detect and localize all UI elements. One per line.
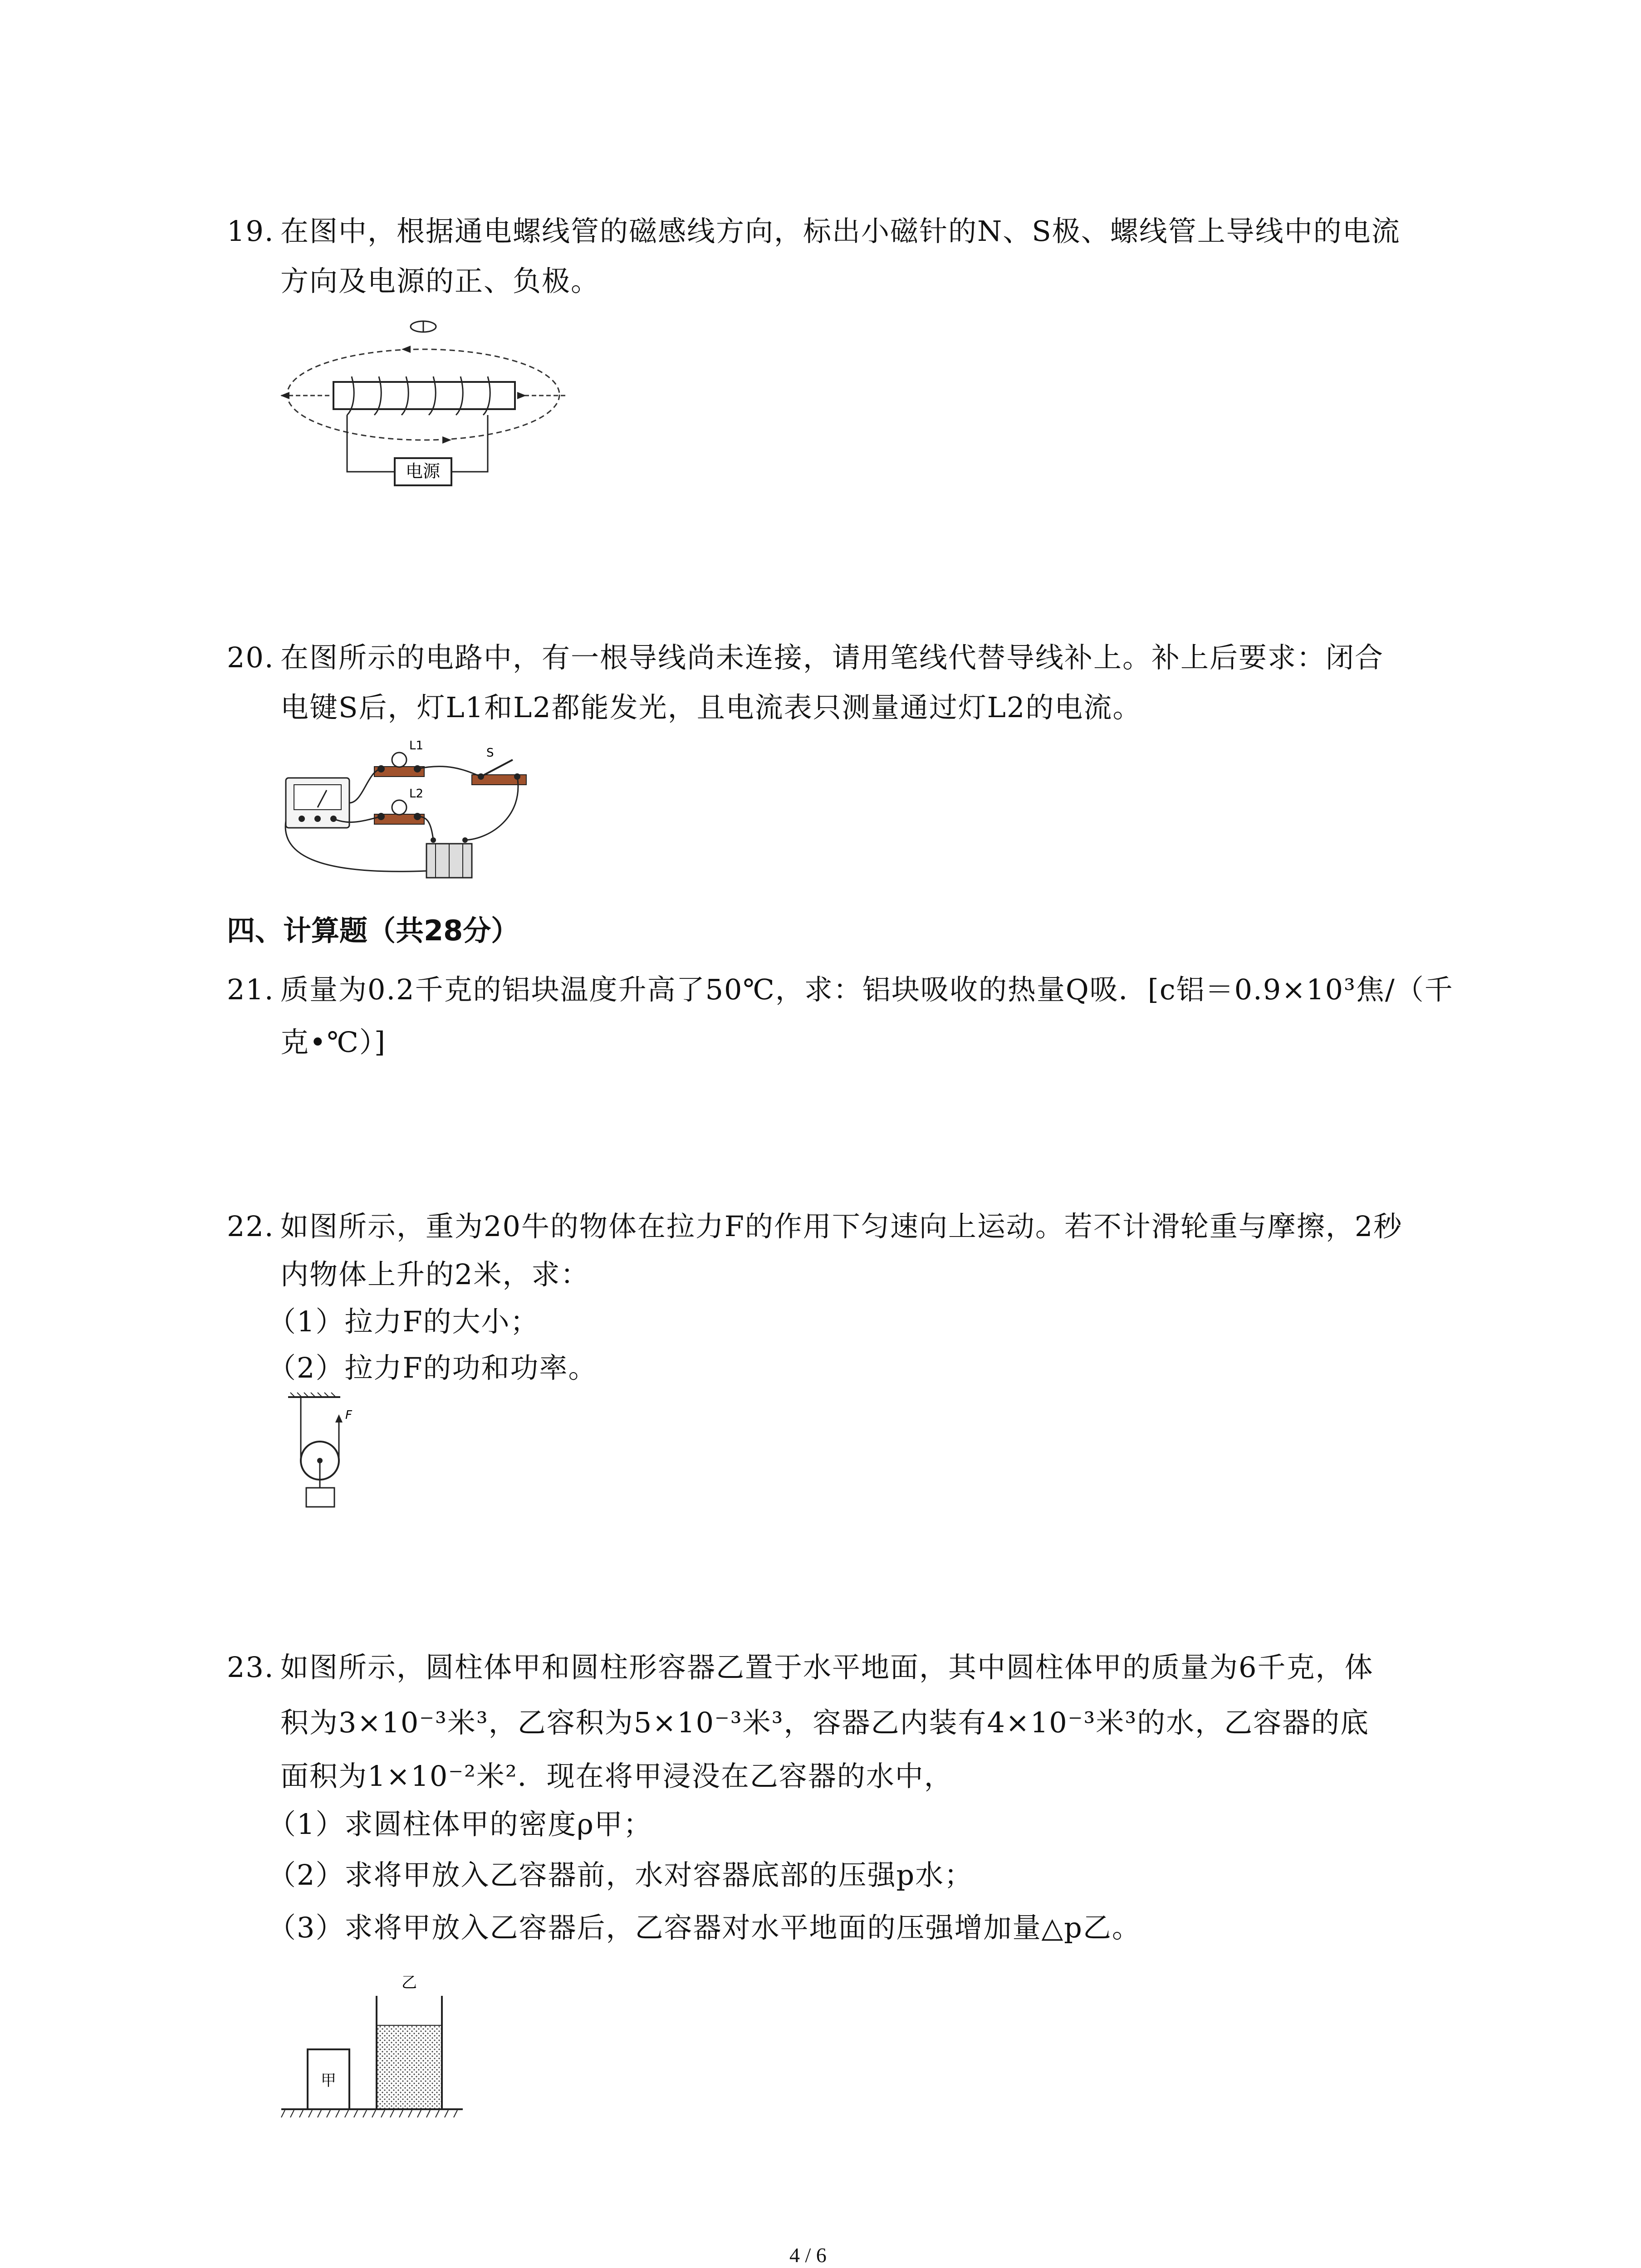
- lamp-L2-icon: [374, 800, 424, 824]
- lamp-L1-label: L1: [409, 739, 424, 753]
- compass-needle-icon: [411, 321, 436, 332]
- page-number: 4 / 6: [789, 2244, 827, 2267]
- q21-text-line1: 质量为0.2千克的铝块温度升高了50℃，求：铝块吸收的热量Q吸．[c铝＝0.9×10³焦/（千: [280, 973, 1454, 1006]
- q23-text-line3: 面积为1×10⁻²米²．现在将甲浸没在乙容器的水中，: [280, 1760, 953, 1793]
- q23-part1: （1）求圆柱体甲的密度ρ甲；: [268, 1808, 652, 1841]
- q23-part2: （2）求将甲放入乙容器前，水对容器底部的压强p水；: [268, 1858, 974, 1892]
- q23-number: 23.: [227, 1651, 274, 1684]
- q22-text-line2: 内物体上升的2米，求：: [280, 1258, 590, 1291]
- q21-number: 21.: [227, 973, 274, 1006]
- lamp-L2-label: L2: [409, 787, 424, 801]
- switch-S-label: S: [486, 746, 494, 760]
- q23-containers-figure: [281, 1964, 472, 2127]
- q20-text-line1: 在图所示的电路中，有一根导线尚未连接，请用笔线代替导线补上。补上后要求：闭合: [280, 641, 1384, 674]
- q19-text-line1: 在图中，根据通电螺线管的磁感线方向，标出小磁针的N、S极、螺线管上导线中的电流: [280, 215, 1401, 248]
- q20-number: 20.: [227, 641, 274, 674]
- container-yi-label: 乙: [402, 1974, 417, 1992]
- q22-number: 22.: [227, 1210, 274, 1243]
- q19-number: 19.: [227, 215, 274, 248]
- q22-part2: （2）拉力F的功和功率。: [268, 1351, 598, 1384]
- q19-text-line2: 方向及电源的正、负极。: [280, 264, 600, 298]
- q20-text-line2: 电键S后，灯L1和L2都能发光，且电流表只测量通过灯L2的电流。: [280, 691, 1142, 724]
- cylinder-jia-label: 甲: [321, 2072, 336, 2090]
- q20-circuit-figure: [277, 735, 540, 898]
- lamp-L1-icon: [374, 753, 424, 777]
- q23-text-line1: 如图所示，圆柱体甲和圆柱形容器乙置于水平地面，其中圆柱体甲的质量为6千克，体: [280, 1651, 1374, 1684]
- q19-solenoid-figure: [272, 313, 572, 503]
- q22-pulley-figure: [284, 1393, 374, 1515]
- q21-text-line2: 克•℃）]: [280, 1026, 387, 1059]
- q22-text-line1: 如图所示，重为20牛的物体在拉力F的作用下匀速向上运动。若不计滑轮重与摩擦，2秒: [280, 1210, 1403, 1243]
- power-source-label: 电源: [405, 461, 441, 481]
- q22-part1: （1）拉力F的大小；: [268, 1305, 539, 1338]
- q23-part3: （3）求将甲放入乙容器后，乙容器对水平地面的压强增加量△p乙。: [268, 1911, 1141, 1944]
- battery-icon: [426, 837, 472, 878]
- q23-text-line2: 积为3×10⁻³米³，乙容积为5×10⁻³米³，容器乙内装有4×10⁻³米³的水，乙容器的底: [280, 1706, 1370, 1739]
- section-4-title: 四、计算题（共28分）: [227, 914, 519, 947]
- force-F-label: F: [345, 1408, 352, 1422]
